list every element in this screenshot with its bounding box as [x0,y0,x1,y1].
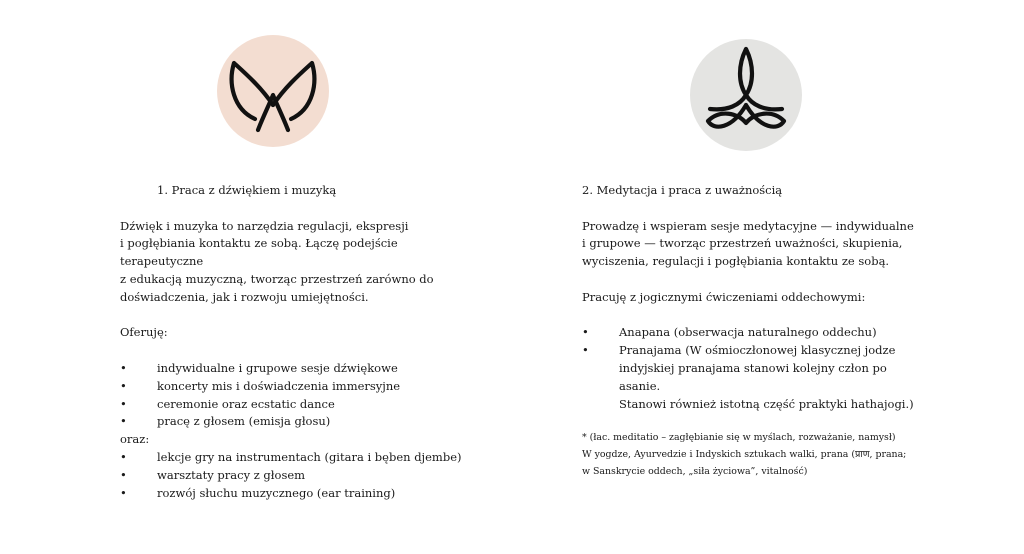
butterfly-icon [217,35,329,147]
intro-line: i grupowe — tworząc przestrzeń uważności, skupienia, [582,236,903,251]
list-item: • rozwój słuchu muzycznego (ear training) [120,485,480,503]
list-item-text: Anapana (obserwacja naturalnego oddechu) [619,325,877,340]
list-item: • ceremonie oraz ecstatic dance [120,396,480,414]
offer-label: Oferuję: [120,325,168,340]
list-item: • indywidualne i grupowe sesje dźwiękowe [120,360,480,378]
list-item-text: indyjskiej pranajama stanowi kolejny człon po asanie. [619,360,887,393]
list-item-text: Stanowi również istotną część praktyki hathajogi.) [619,396,914,411]
also-label: oraz: [120,432,150,447]
list-item [582,324,922,342]
list-item: • lekcje gry na instrumentach (gitara i bęben djembe) [120,449,480,467]
intro-line: Dźwięk i muzyka to narzędzia regulacji, ekspresji [120,218,409,233]
list-item: • pracę z głosem (emisja głosu) [120,413,480,431]
footnote-line: W yogdze, Ayurvedzie i Indyskich sztukach walki, prana (प्राण, prana; [582,449,907,461]
meditation-icon-circle [690,39,802,151]
intro-line: doświadczenia, jak i rozwoju umiejętności. [120,289,369,304]
list-item [582,342,922,413]
intro-line: z edukacją muzyczną, tworząc przestrzeń zarówno do [120,271,434,286]
offer-list [120,360,480,431]
footnote-line: * (łac. meditatio – zagłębianie się w myślach, rozważanie, namysł) [582,432,896,444]
meditation-section [582,182,922,480]
list-item-text: Pranajama (W ośmioczłonowej klasycznej jodze [619,343,896,358]
intro-line: i pogłębiania kontaktu ze sobą. Łączę podejście terapeutyczne [120,236,398,269]
section-heading: 1. Praca z dźwiękiem i muzyką [157,183,337,197]
sound-music-section [120,182,480,502]
list-item: • koncerty mis i doświadczenia immersyjne [120,378,480,396]
butterfly-icon-circle [217,35,329,147]
section-heading: 2. Medytacja i praca z uważnością [582,183,783,197]
breath-list [582,324,922,413]
breath-label: Pracuję z jogicznymi ćwiczeniami oddechowymi: [582,289,866,304]
footnote-line: w Sanskrycie oddech, „siła życiowa”, vitalność) [582,466,808,478]
intro-line: wyciszenia, regulacji i pogłębiania kontaktu ze sobą. [582,254,890,269]
list-item: • warsztaty pracy z głosem [120,467,480,485]
also-list [120,449,480,502]
meditation-figure-icon [690,39,802,151]
intro-line: Prowadzę i wspieram sesje medytacyjne — indywidualne [582,218,914,233]
